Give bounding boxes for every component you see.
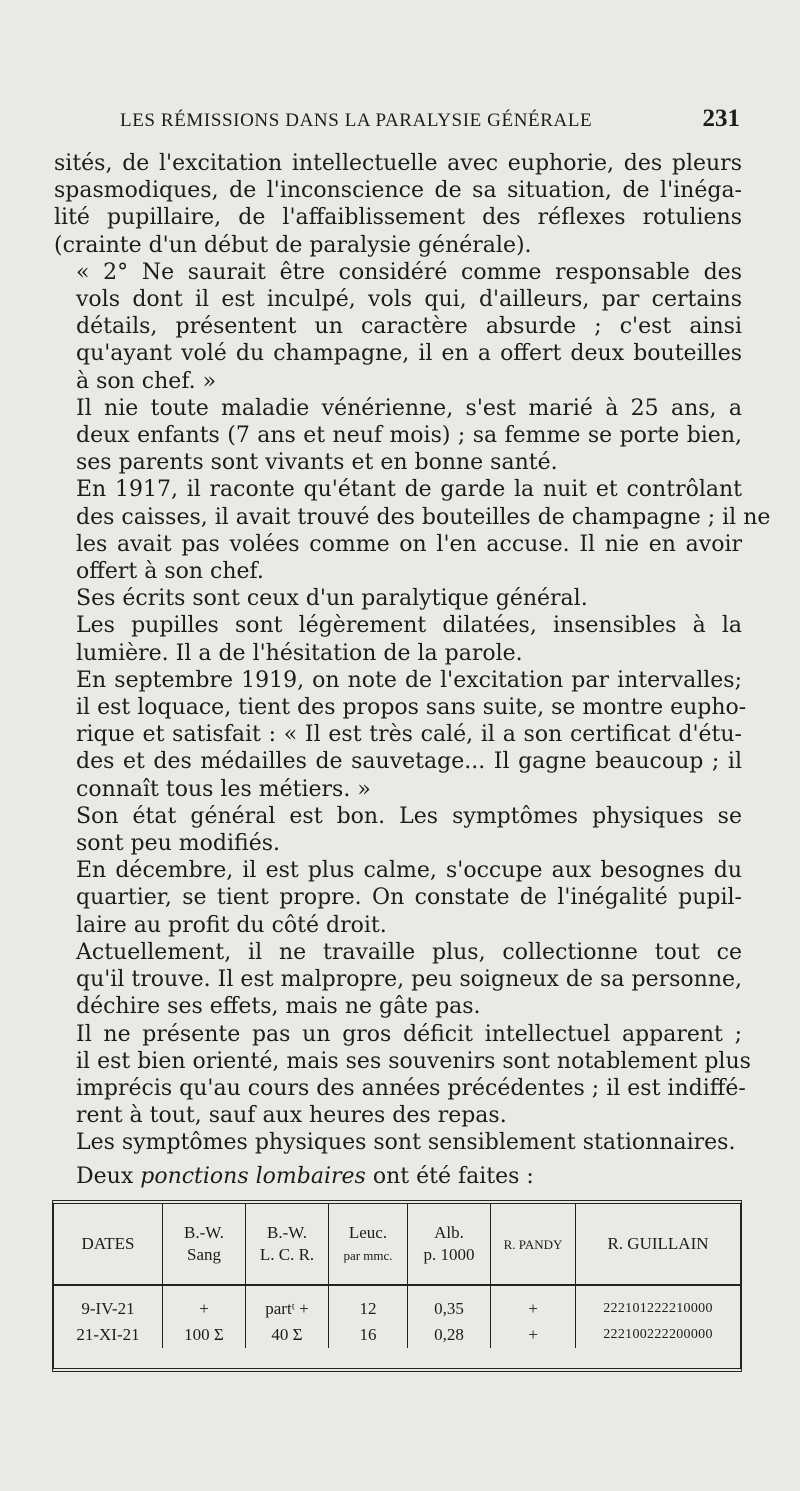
- paragraph: [54, 150, 742, 259]
- cell-leuc: 12: [329, 1296, 408, 1322]
- header-leuc: Leuc. par mmc.: [329, 1204, 408, 1285]
- paragraph-list: [54, 150, 771, 1157]
- text-line: les avait pas volées comme on l'en accuse. Il nie en avoir: [76, 531, 742, 557]
- body-text: [54, 150, 771, 1190]
- results-table: [54, 1204, 740, 1348]
- lead-before: Deux: [76, 1163, 141, 1189]
- text-line: des caisses, il avait trouvé des bouteilles de champagne ; il ne: [76, 504, 771, 530]
- cell-leuc: 16: [329, 1322, 408, 1348]
- cell-guillain: 222101222210000: [576, 1296, 741, 1322]
- lead-line: [54, 1163, 742, 1190]
- text-line: En 1917, il raconte qu'étant de garde la nuit et contrôlant: [76, 477, 742, 503]
- paragraph: [54, 939, 742, 1021]
- running-title: LES RÉMISSIONS DANS LA PARALYSIE GÉNÉRALE: [120, 110, 593, 131]
- text-line: En septembre 1919, on note de l'excitation par intervalles;: [76, 667, 742, 693]
- text-line: vols dont il est inculpé, vols qui, d'ailleurs, par certains: [76, 287, 742, 313]
- text-line: à son chef. »: [76, 368, 217, 394]
- text-line: qu'ayant volé du champagne, il en a offert deux bouteilles: [76, 341, 742, 367]
- cell-alb: 0,28: [408, 1322, 491, 1348]
- cell-bw-sang: 100 Σ: [163, 1322, 246, 1348]
- text-line: sités, de l'excitation intellectuelle avec euphorie, des pleurs: [54, 151, 742, 176]
- lead-after: ont été faites :: [365, 1163, 534, 1189]
- paragraph: [54, 259, 742, 395]
- cell-pandy: +: [491, 1322, 576, 1348]
- text-line: spasmodiques, de l'inconscience de sa situation, de l'inéga-: [54, 178, 742, 204]
- cell-bw-lcr: partᵗ +: [246, 1296, 329, 1322]
- text-line: deux enfants (7 ans et neuf mois) ; sa femme se porte bien,: [76, 423, 742, 449]
- text-line: Les pupilles sont légèrement dilatées, insensibles à la: [76, 613, 742, 639]
- cell-bw-sang: +: [163, 1296, 246, 1322]
- header-alb: Alb. p. 1000: [408, 1204, 491, 1285]
- table-lead-in: [54, 1163, 742, 1190]
- text-line: des et des médailles de sauvetage... Il gagne beaucoup ; il: [76, 749, 742, 775]
- text-line: « 2° Ne saurait être considéré comme responsable des: [76, 259, 742, 285]
- paragraph: [54, 1129, 742, 1156]
- paragraph: [54, 857, 742, 939]
- paragraph: [54, 585, 742, 612]
- page-header: [120, 105, 740, 133]
- cell-alb: 0,35: [408, 1296, 491, 1322]
- table-row: [54, 1296, 740, 1322]
- paragraph: [54, 476, 771, 585]
- lead-emphasis: ponctions lombaires: [140, 1163, 366, 1189]
- text-line: Ses écrits sont ceux d'un paralytique général.: [76, 586, 588, 612]
- paragraph: [54, 667, 747, 803]
- text-line: lumière. Il a de l'hésitation de la parole.: [76, 640, 523, 666]
- text-line: laire au profit du côté droit.: [76, 912, 387, 938]
- text-line: déchire ses effets, mais ne gâte pas.: [76, 994, 481, 1020]
- paragraph: [54, 612, 742, 666]
- table-spacer: [54, 1285, 740, 1296]
- table-row: [54, 1322, 740, 1348]
- paragraph: [54, 803, 742, 857]
- page-number: 231: [702, 105, 740, 132]
- cell-date: 9-IV-21: [81, 1299, 135, 1318]
- header-bw-sang: B.-W. Sang: [163, 1204, 246, 1285]
- text-line: imprécis qu'au cours des années précédentes ; il est indiffé-: [76, 1075, 746, 1101]
- paragraph: [54, 395, 742, 477]
- cell-guillain: 222100222200000: [576, 1322, 741, 1348]
- cell-date: 21-XI-21: [76, 1325, 140, 1344]
- text-line: rent à tout, sauf aux heures des repas.: [76, 1103, 507, 1129]
- cell-pandy: +: [491, 1296, 576, 1322]
- text-line: détails, présentent un caractère absurde ; c'est ainsi: [76, 314, 742, 340]
- text-line: qu'il trouve. Il est malpropre, peu soigneux de sa personne,: [76, 967, 742, 993]
- text-line: connaît tous les métiers. »: [76, 776, 371, 802]
- table-header-row: [54, 1204, 740, 1285]
- text-line: Les symptômes physiques sont sensiblement stationnaires.: [76, 1130, 736, 1156]
- text-line: sont peu modifiés.: [76, 831, 281, 857]
- text-line: offert à son chef.: [76, 559, 264, 585]
- header-pandy: R. PANDY: [491, 1204, 576, 1285]
- paragraph: [54, 1021, 751, 1130]
- lumbar-puncture-table: [52, 1200, 742, 1372]
- text-line: En décembre, il est plus calme, s'occupe aux besognes du: [76, 858, 742, 884]
- header-guillain: R. GUILLAIN: [576, 1204, 741, 1285]
- text-line: (crainte d'un début de paralysie générale).: [54, 232, 532, 258]
- text-line: Actuellement, il ne travaille plus, collectionne tout ce: [76, 939, 742, 965]
- text-line: il est bien orienté, mais ses souvenirs sont notablement plus: [76, 1048, 751, 1074]
- text-line: quartier, se tient propre. On constate de l'inégalité pupil-: [76, 885, 742, 911]
- text-line: Il nie toute maladie vénérienne, s'est marié à 25 ans, a: [76, 395, 742, 421]
- text-line: il est loquace, tient des propos sans suite, se montre eupho-: [76, 695, 747, 721]
- header-dates: DATES: [54, 1204, 163, 1285]
- text-line: ses parents sont vivants et en bonne santé.: [76, 450, 558, 476]
- text-line: Il ne présente pas un gros déficit intellectuel apparent ;: [76, 1021, 742, 1047]
- cell-bw-lcr: 40 Σ: [246, 1322, 329, 1348]
- text-line: lité pupillaire, de l'affaiblissement des réflexes rotuliens: [54, 205, 742, 231]
- text-line: Son état général est bon. Les symptômes physiques se: [76, 803, 742, 829]
- text-line: rique et satisfait : « Il est très calé, il a son certificat d'étu-: [76, 722, 742, 748]
- header-bw-lcr: B.-W. L. C. R.: [246, 1204, 329, 1285]
